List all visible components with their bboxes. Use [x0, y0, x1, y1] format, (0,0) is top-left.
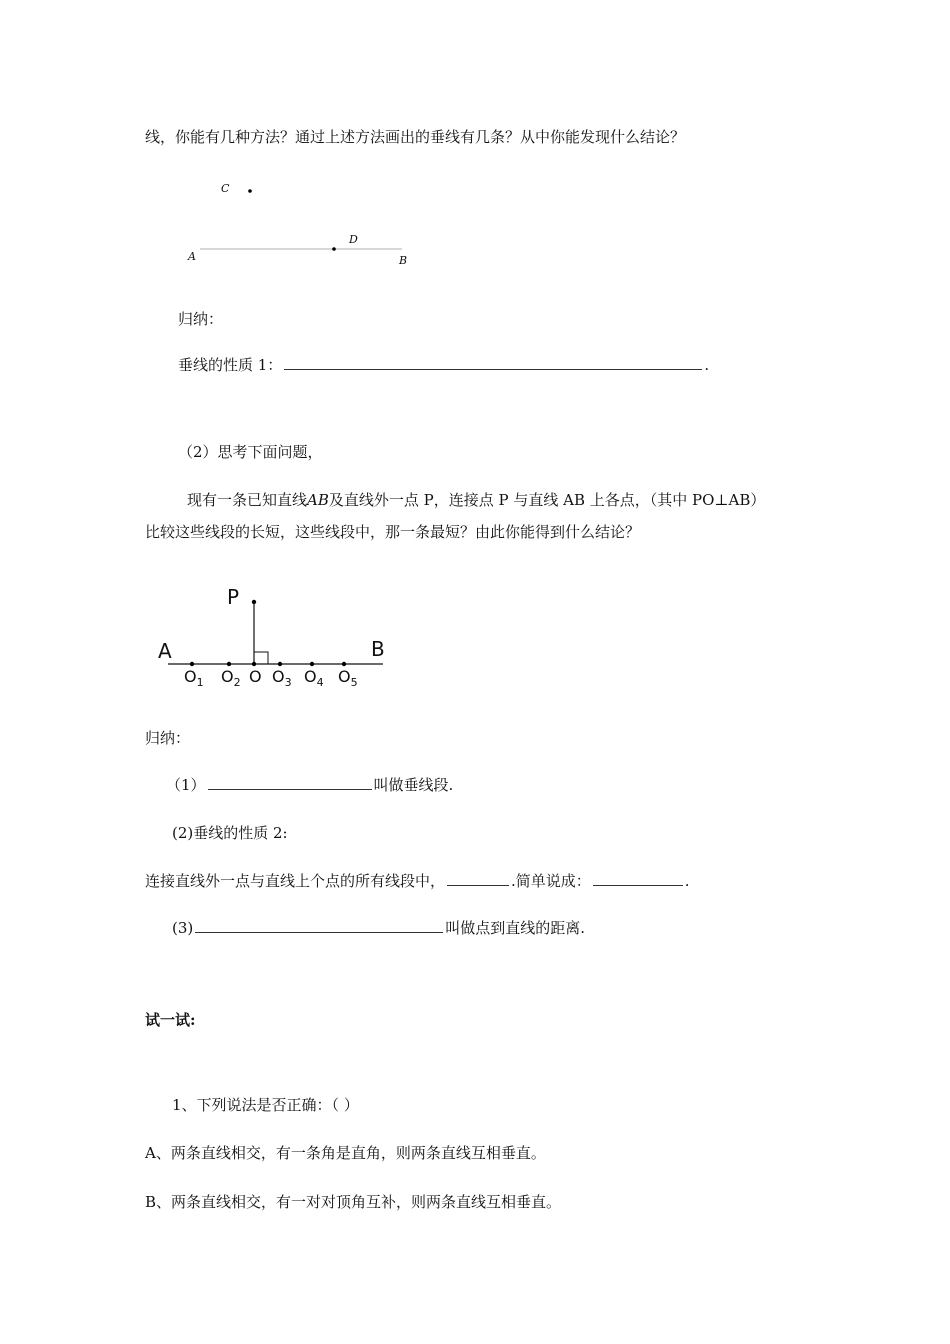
- fig2-point-o3: [278, 662, 282, 666]
- fig2-right-angle: [254, 652, 268, 664]
- item-3-suffix: 叫做点到直线的距离.: [445, 919, 586, 937]
- item-3-blank: [195, 918, 443, 933]
- property-1-line: [178, 355, 709, 375]
- property-1-end: .: [704, 356, 710, 374]
- fig2-label-o3: $O_3$: [272, 667, 292, 689]
- item-2-blank-2: [593, 871, 683, 886]
- question-2-ab: AB: [307, 491, 329, 509]
- question-2-text-b: 及直线外一点 P，连接点 P 与直线 AB 上各点，（其中 PO⊥AB）: [328, 491, 766, 509]
- item-2-text-a: 连接直线外一点与直线上个点的所有线段中，: [145, 872, 446, 890]
- item-1-line: [166, 775, 453, 795]
- property-1-blank: [284, 355, 702, 370]
- try-heading: 试一试:: [145, 1011, 196, 1029]
- fig2-point-o4: [310, 662, 314, 666]
- question-2-line2: 比较这些线段的长短，这些线段中，那一条最短？由此你能得到什么结论？: [145, 523, 641, 541]
- item-2-end: .: [684, 872, 690, 890]
- question-2-label: （2）思考下面问题，: [178, 443, 323, 461]
- item-3-line: [172, 918, 585, 938]
- exercise-1: 1、下列说法是否正确：（ ）: [172, 1096, 359, 1114]
- fig1-label-b: B: [399, 254, 408, 267]
- intro-line: 线，你能有几种方法？通过上述方法画出的垂线有几条？从中你能发现什么结论？: [145, 128, 686, 146]
- fig1-point-c: [248, 189, 252, 193]
- question-2-text: [187, 490, 765, 510]
- fig1-label-c: C: [221, 182, 230, 195]
- fig1-label-a: A: [188, 250, 196, 263]
- option-b: B、两条直线相交，有一对对顶角互补，则两条直线互相垂直。: [145, 1193, 562, 1211]
- fig2-label-o: O: [249, 667, 262, 686]
- figure-1: [180, 178, 420, 273]
- fig2-point-o2: [227, 662, 231, 666]
- option-a: A、两条直线相交，有一条角是直角，则两条直线互相垂直。: [145, 1144, 546, 1162]
- item-2-text-b: .简单说成：: [511, 872, 591, 890]
- item-2-label: (2)垂线的性质 2:: [172, 824, 288, 842]
- item-2-blank-1: [447, 871, 509, 886]
- fig2-point-o1: [190, 662, 194, 666]
- fig2-point-o: [252, 662, 256, 666]
- fig2-label-o1: $O_1$: [184, 667, 204, 689]
- figure-2: [155, 582, 395, 692]
- summary-2-label: 归纳：: [145, 729, 191, 747]
- question-2-text-a: 现有一条已知直线: [187, 491, 308, 509]
- summary-1-label: 归纳：: [178, 310, 224, 328]
- fig2-label-b: B: [371, 637, 385, 661]
- property-1-label: 垂线的性质 1：: [178, 356, 283, 374]
- fig2-label-o4: $O_4$: [304, 667, 324, 689]
- fig1-label-d: D: [349, 233, 358, 246]
- item-1-prefix: （1）: [166, 776, 206, 794]
- item-1-suffix: 叫做垂线段.: [373, 776, 454, 794]
- item-1-blank: [208, 775, 372, 790]
- item-3-prefix: (3): [172, 919, 194, 937]
- fig2-label-o5: $O_5$: [338, 667, 358, 689]
- fig2-label-a: A: [158, 639, 172, 663]
- fig2-point-o5: [342, 662, 346, 666]
- fig2-label-o2: $O_2$: [221, 667, 241, 689]
- item-2-text: [145, 871, 690, 891]
- fig2-label-p: P: [227, 585, 240, 609]
- fig1-point-d: [332, 247, 336, 251]
